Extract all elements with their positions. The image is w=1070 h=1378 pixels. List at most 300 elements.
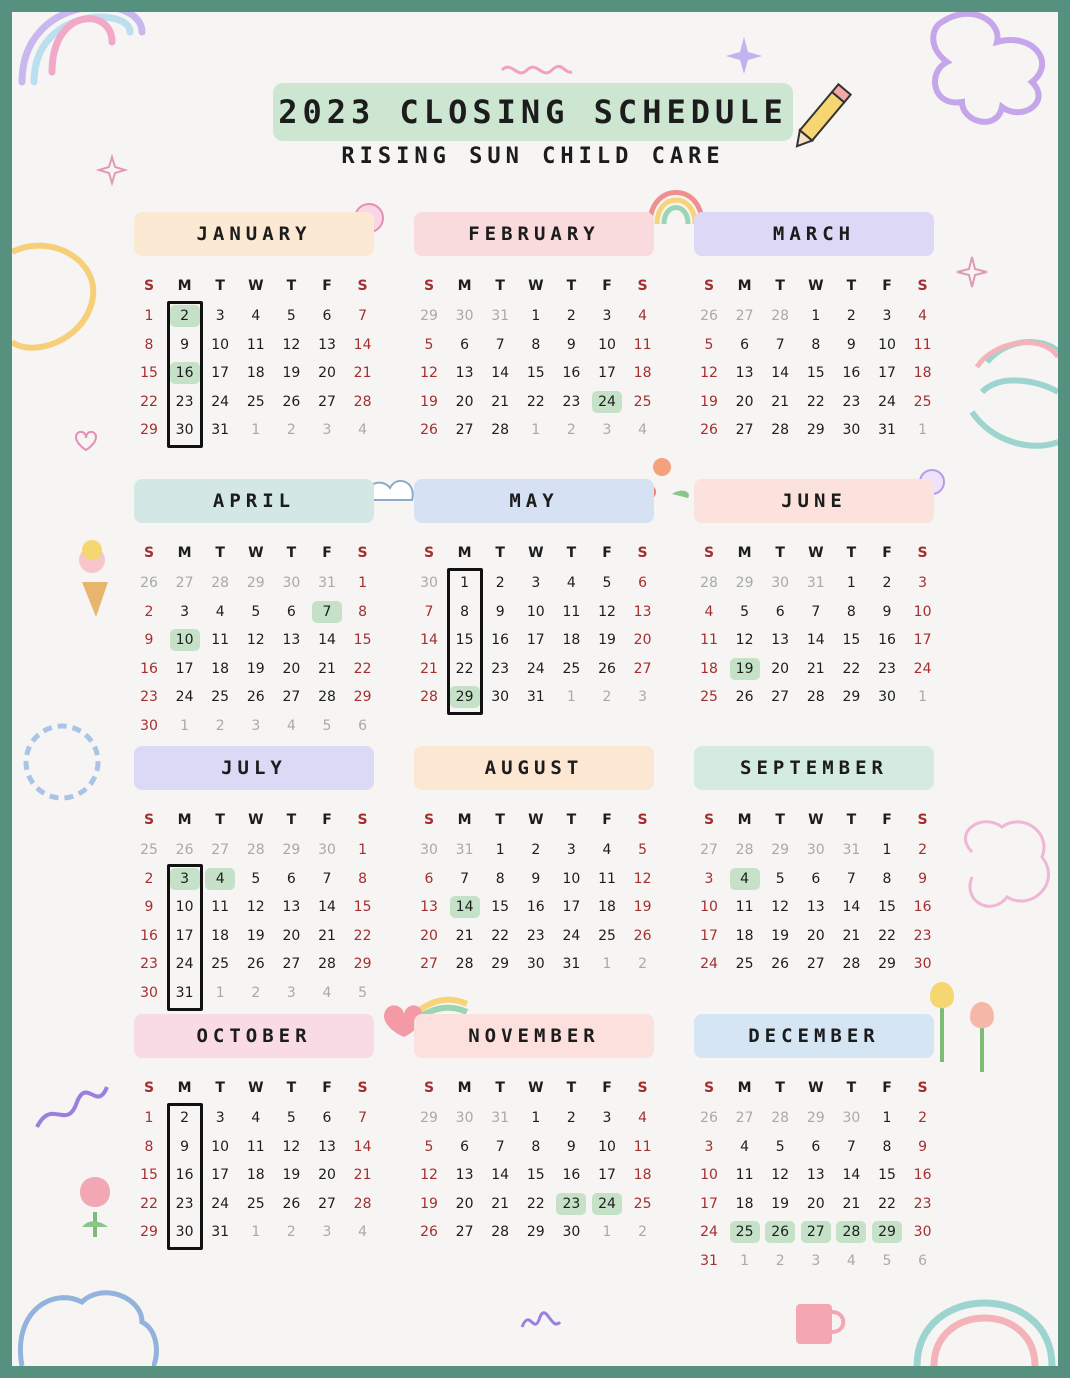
month-april [134,479,384,734]
day-cell: 13 [455,365,474,382]
weekday-header: F [882,1080,892,1096]
day-cell: 20 [282,927,301,944]
day-cell: 5 [251,603,261,620]
day-cell: 16 [140,660,158,677]
day-cell: 16 [878,632,896,649]
day-cell: 16 [526,899,545,916]
weekday-header: W [528,278,544,294]
day-cell: 9 [566,336,576,353]
day-cell: 22 [806,393,825,410]
weekday-header: T [495,812,505,828]
closed-day: 3 [170,868,200,890]
day-cell: 21 [455,927,474,944]
day-cell: 20 [771,660,790,677]
day-cell: 28 [318,956,336,973]
day-cell: 2 [531,842,541,858]
day-cell: 2 [251,985,261,1001]
day-cell: 16 [175,1167,194,1184]
day-cell: 4 [286,718,296,734]
day-cell: 21 [318,660,336,677]
ice-cream-icon [79,540,108,617]
day-cell: 12 [735,632,754,649]
day-cell: 19 [771,927,790,944]
day-cell: 27 [633,660,652,677]
weekday-header: T [775,1080,785,1096]
weekday-header: W [248,1080,264,1096]
day-cell: 25 [735,956,754,973]
day-cell: 4 [358,1224,368,1241]
day-cell: 26 [700,1110,718,1126]
day-cell: 27 [282,956,301,973]
tulip-icon-left [80,1177,110,1237]
day-cell: 30 [175,422,194,439]
weekday-header: F [882,278,892,294]
day-cell: 26 [735,689,754,706]
day-cell: 2 [566,422,576,439]
weekday-header: T [215,812,225,828]
weekday-header: T [775,545,785,561]
day-cell: 28 [246,842,265,858]
day-cell: 8 [358,603,368,620]
day-cell: 25 [211,956,230,973]
weekday-header: T [286,545,297,561]
day-cell: 22 [455,660,474,677]
day-cell: 8 [882,870,892,887]
closed-day: 28 [836,1221,866,1243]
weekday-header: S [637,545,648,561]
cloud-doodle-bottom-left [20,1293,156,1366]
day-cell: 18 [246,365,265,382]
day-cell: 4 [322,985,332,1001]
day-cell: 20 [282,660,301,677]
closed-day: 29 [450,686,480,708]
day-cell: 22 [140,1195,158,1212]
day-cell: 11 [735,899,754,916]
closed-day: 26 [765,1221,795,1243]
day-cell: 24 [878,393,896,410]
day-cell: 6 [424,870,434,887]
day-cell: 5 [638,842,648,858]
day-cell: 1 [180,718,190,734]
day-cell: 5 [424,1138,434,1155]
day-cell: 15 [526,365,545,382]
day-cell: 15 [842,632,861,649]
day-cell: 17 [562,899,581,916]
day-cell: 12 [771,1167,790,1184]
weekday-header: T [775,278,785,294]
day-cell: 30 [913,1224,932,1241]
weekday-header: S [357,278,368,294]
day-cell: 30 [878,689,896,706]
day-cell: 5 [286,1110,296,1126]
day-cell: 23 [175,393,194,410]
weekday-header: S [703,812,715,828]
day-cell: 9 [180,336,190,353]
day-cell: 27 [211,842,230,858]
day-cell: 4 [358,422,368,439]
sparkle-icon-3 [99,157,125,183]
day-cell: 14 [491,1167,510,1184]
day-cell: 4 [704,603,714,620]
day-cell: 8 [144,1138,154,1155]
day-cell: 29 [735,575,754,591]
day-cell: 30 [455,1110,474,1126]
day-cell: 21 [318,927,336,944]
day-cell: 26 [420,1224,438,1241]
day-cell: 27 [455,1224,474,1241]
day-cell: 29 [491,956,510,973]
day-cell: 22 [526,393,545,410]
day-cell: 28 [771,422,790,439]
day-cell: 18 [211,660,230,677]
weekday-header: M [177,545,192,561]
day-cell: 17 [175,660,194,677]
day-cell: 8 [495,870,505,887]
closed-day: 24 [592,1193,622,1215]
day-cell: 19 [246,660,265,677]
weekday-header: M [457,812,472,828]
day-cell: 12 [246,632,265,649]
day-cell: 25 [211,689,230,706]
day-cell: 10 [598,336,616,353]
day-cell: 21 [353,365,372,382]
day-cell: 5 [704,336,714,353]
day-cell: 12 [771,899,790,916]
day-cell: 18 [598,899,616,916]
day-cell: 28 [806,689,825,706]
day-cell: 30 [420,575,438,591]
day-cell: 7 [460,870,470,887]
day-cell: 12 [700,365,718,382]
day-cell: 10 [562,870,581,887]
month-september [694,746,944,1001]
day-cell: 18 [633,1167,652,1184]
month-header: AUGUST [414,746,654,790]
month-header: JULY [134,746,374,790]
weekday-header: T [286,278,297,294]
day-cell: 25 [700,689,718,706]
closed-day: 23 [556,1193,586,1215]
month-october [134,1014,384,1269]
day-cell: 3 [566,842,576,858]
day-cell: 10 [700,1167,718,1184]
day-cell: 10 [700,899,718,916]
day-cell: 29 [420,1110,438,1126]
weekday-header: T [775,812,785,828]
day-cell: 2 [882,575,892,591]
weekday-header: M [737,1080,752,1096]
month-november [414,1014,664,1269]
day-cell: 19 [282,365,301,382]
day-cell: 28 [318,689,336,706]
heart-icon [76,432,96,450]
day-cell: 13 [318,336,336,353]
weekday-header: S [143,812,155,828]
weekday-header: T [215,278,225,294]
day-cell: 22 [842,660,861,677]
day-cell: 21 [806,660,825,677]
day-cell: 28 [455,956,474,973]
day-cell: 8 [811,336,821,353]
flower-doodle-top-right [933,14,1042,122]
day-cell: 28 [353,393,372,410]
weekday-header: M [737,278,752,294]
weekday-header: F [602,278,612,294]
day-cell: 29 [420,308,438,324]
day-cell: 14 [353,336,372,353]
day-cell: 27 [806,956,825,973]
weekday-header: S [703,1080,715,1096]
month-header: FEBRUARY [414,212,654,256]
day-cell: 30 [140,985,158,1001]
weekday-header: T [566,812,577,828]
closed-day: 4 [205,868,235,890]
day-cell: 22 [878,1195,896,1212]
weekday-header: M [457,278,472,294]
closed-day: 29 [872,1221,902,1243]
day-cell: 18 [700,660,718,677]
day-cell: 7 [358,308,368,324]
day-cell: 2 [180,1110,190,1126]
day-cell: 18 [211,927,230,944]
day-cell: 29 [526,1224,545,1241]
day-cell: 15 [455,632,474,649]
day-cell: 9 [882,603,892,620]
weekday-header: F [602,545,612,561]
day-cell: 16 [913,1167,932,1184]
day-cell: 1 [811,308,821,324]
day-cell: 3 [602,422,612,439]
day-cell: 27 [700,842,718,858]
day-cell: 2 [286,1224,296,1241]
day-cell: 27 [318,393,336,410]
day-cell: 5 [775,1138,785,1155]
day-cell: 3 [704,870,714,887]
day-cell: 14 [491,365,510,382]
day-cell: 1 [144,308,154,324]
day-cell: 12 [282,1138,301,1155]
day-cell: 31 [491,308,510,324]
day-cell: 3 [882,308,892,324]
day-cell: 4 [846,1253,856,1269]
day-cell: 8 [460,603,470,620]
day-cell: 30 [282,575,301,591]
day-cell: 20 [455,1195,474,1212]
day-cell: 1 [882,842,892,858]
day-cell: 26 [246,956,265,973]
weekday-header: W [248,545,264,561]
day-cell: 1 [740,1253,750,1269]
day-cell: 29 [353,956,372,973]
day-cell: 4 [740,1138,750,1155]
day-cell: 1 [602,1224,612,1241]
weekday-header: F [602,812,612,828]
weekday-header: S [357,812,368,828]
day-cell: 23 [140,956,158,973]
day-cell: 5 [424,336,434,353]
day-cell: 28 [420,689,438,706]
day-cell: 11 [633,1138,652,1155]
day-cell: 30 [771,575,790,591]
day-cell: 26 [282,1195,301,1212]
day-cell: 23 [842,393,861,410]
day-cell: 9 [918,1138,928,1155]
day-cell: 7 [322,870,332,887]
day-cell: 12 [420,1167,438,1184]
day-cell: 13 [806,899,825,916]
weekday-header: S [917,812,928,828]
day-cell: 27 [735,308,754,324]
day-cell: 20 [735,393,754,410]
day-cell: 21 [491,1195,510,1212]
day-cell: 14 [353,1138,372,1155]
day-cell: 22 [353,927,372,944]
day-cell: 11 [211,899,230,916]
day-cell: 29 [353,689,372,706]
day-cell: 11 [735,1167,754,1184]
weekday-header: T [286,812,297,828]
day-cell: 20 [806,927,825,944]
closed-day: 27 [801,1221,831,1243]
day-cell: 11 [913,336,932,353]
day-cell: 24 [211,1195,230,1212]
day-cell: 31 [318,575,336,591]
day-cell: 27 [455,422,474,439]
day-cell: 17 [211,365,230,382]
day-cell: 30 [842,422,861,439]
day-cell: 14 [318,632,336,649]
day-cell: 31 [175,985,194,1001]
day-cell: 18 [735,1195,754,1212]
weekday-header: T [846,278,857,294]
day-cell: 7 [358,1110,368,1126]
day-cell: 13 [806,1167,825,1184]
weekday-header: S [423,545,435,561]
day-cell: 11 [246,336,265,353]
day-cell: 12 [633,870,652,887]
day-cell: 4 [602,842,612,858]
day-cell: 21 [353,1167,372,1184]
day-cell: 31 [806,575,825,591]
day-cell: 6 [740,336,750,353]
month-june [694,479,944,734]
weekday-header: T [846,1080,857,1096]
day-cell: 2 [144,870,154,887]
day-cell: 19 [282,1167,301,1184]
day-cell: 29 [282,842,301,858]
weekday-header: S [143,278,155,294]
day-cell: 1 [144,1110,154,1126]
day-cell: 2 [918,1110,928,1126]
month-december [694,1014,944,1269]
weekday-header: S [637,1080,648,1096]
closed-day: 25 [730,1221,760,1243]
day-cell: 15 [806,365,825,382]
day-cell: 10 [211,336,230,353]
weekday-header: W [248,812,264,828]
weekday-header: W [528,1080,544,1096]
day-cell: 11 [633,336,652,353]
day-cell: 6 [775,603,785,620]
day-cell: 12 [282,336,301,353]
sparkle-icon-2 [957,257,987,287]
day-cell: 24 [175,689,194,706]
day-cell: 3 [602,308,612,324]
day-cell: 23 [526,927,545,944]
day-cell: 25 [598,927,616,944]
day-cell: 13 [282,899,301,916]
month-july [134,746,384,1001]
day-cell: 1 [358,842,368,858]
day-cell: 25 [633,1195,652,1212]
day-cell: 15 [526,1167,545,1184]
weekday-header: M [457,545,472,561]
day-cell: 3 [704,1138,714,1155]
day-cell: 6 [322,308,332,324]
day-cell: 2 [918,842,928,858]
day-cell: 18 [562,632,581,649]
day-cell: 2 [638,1224,648,1241]
day-cell: 16 [491,632,510,649]
day-cell: 5 [358,985,368,1001]
day-cell: 31 [455,842,474,858]
day-cell: 21 [491,393,510,410]
month-header: DECEMBER [694,1014,934,1058]
day-cell: 3 [602,1110,612,1126]
day-cell: 13 [282,632,301,649]
closed-day: 16 [170,362,200,384]
weekday-header: W [808,1080,824,1096]
day-cell: 1 [495,842,505,858]
day-cell: 18 [735,927,754,944]
closed-day: 10 [170,629,200,651]
day-cell: 28 [491,422,510,439]
day-cell: 23 [140,689,158,706]
day-cell: 10 [913,603,932,620]
day-cell: 1 [251,1224,261,1241]
closing-schedule-sheet [12,12,1058,1366]
day-cell: 23 [175,1195,194,1212]
day-cell: 26 [282,393,301,410]
month-header: APRIL [134,479,374,523]
weekday-header: S [637,278,648,294]
day-cell: 25 [140,842,158,858]
day-cell: 10 [526,603,545,620]
day-cell: 9 [566,1138,576,1155]
day-cell: 14 [420,632,438,649]
day-cell: 3 [638,689,648,706]
day-cell: 1 [531,308,541,324]
sparkle-icon [726,37,762,74]
day-cell: 10 [598,1138,616,1155]
weekday-header: T [495,545,505,561]
day-cell: 6 [918,1253,928,1269]
day-cell: 13 [318,1138,336,1155]
day-cell: 29 [771,842,790,858]
day-cell: 19 [771,1195,790,1212]
weekday-header: T [566,278,577,294]
day-cell: 26 [771,956,790,973]
day-cell: 15 [353,632,372,649]
day-cell: 28 [842,956,861,973]
day-cell: 15 [353,899,372,916]
day-cell: 6 [811,1138,821,1155]
day-cell: 7 [495,1138,505,1155]
day-cell: 11 [211,632,230,649]
day-cell: 15 [878,899,896,916]
day-cell: 27 [420,956,438,973]
day-cell: 3 [180,603,190,620]
